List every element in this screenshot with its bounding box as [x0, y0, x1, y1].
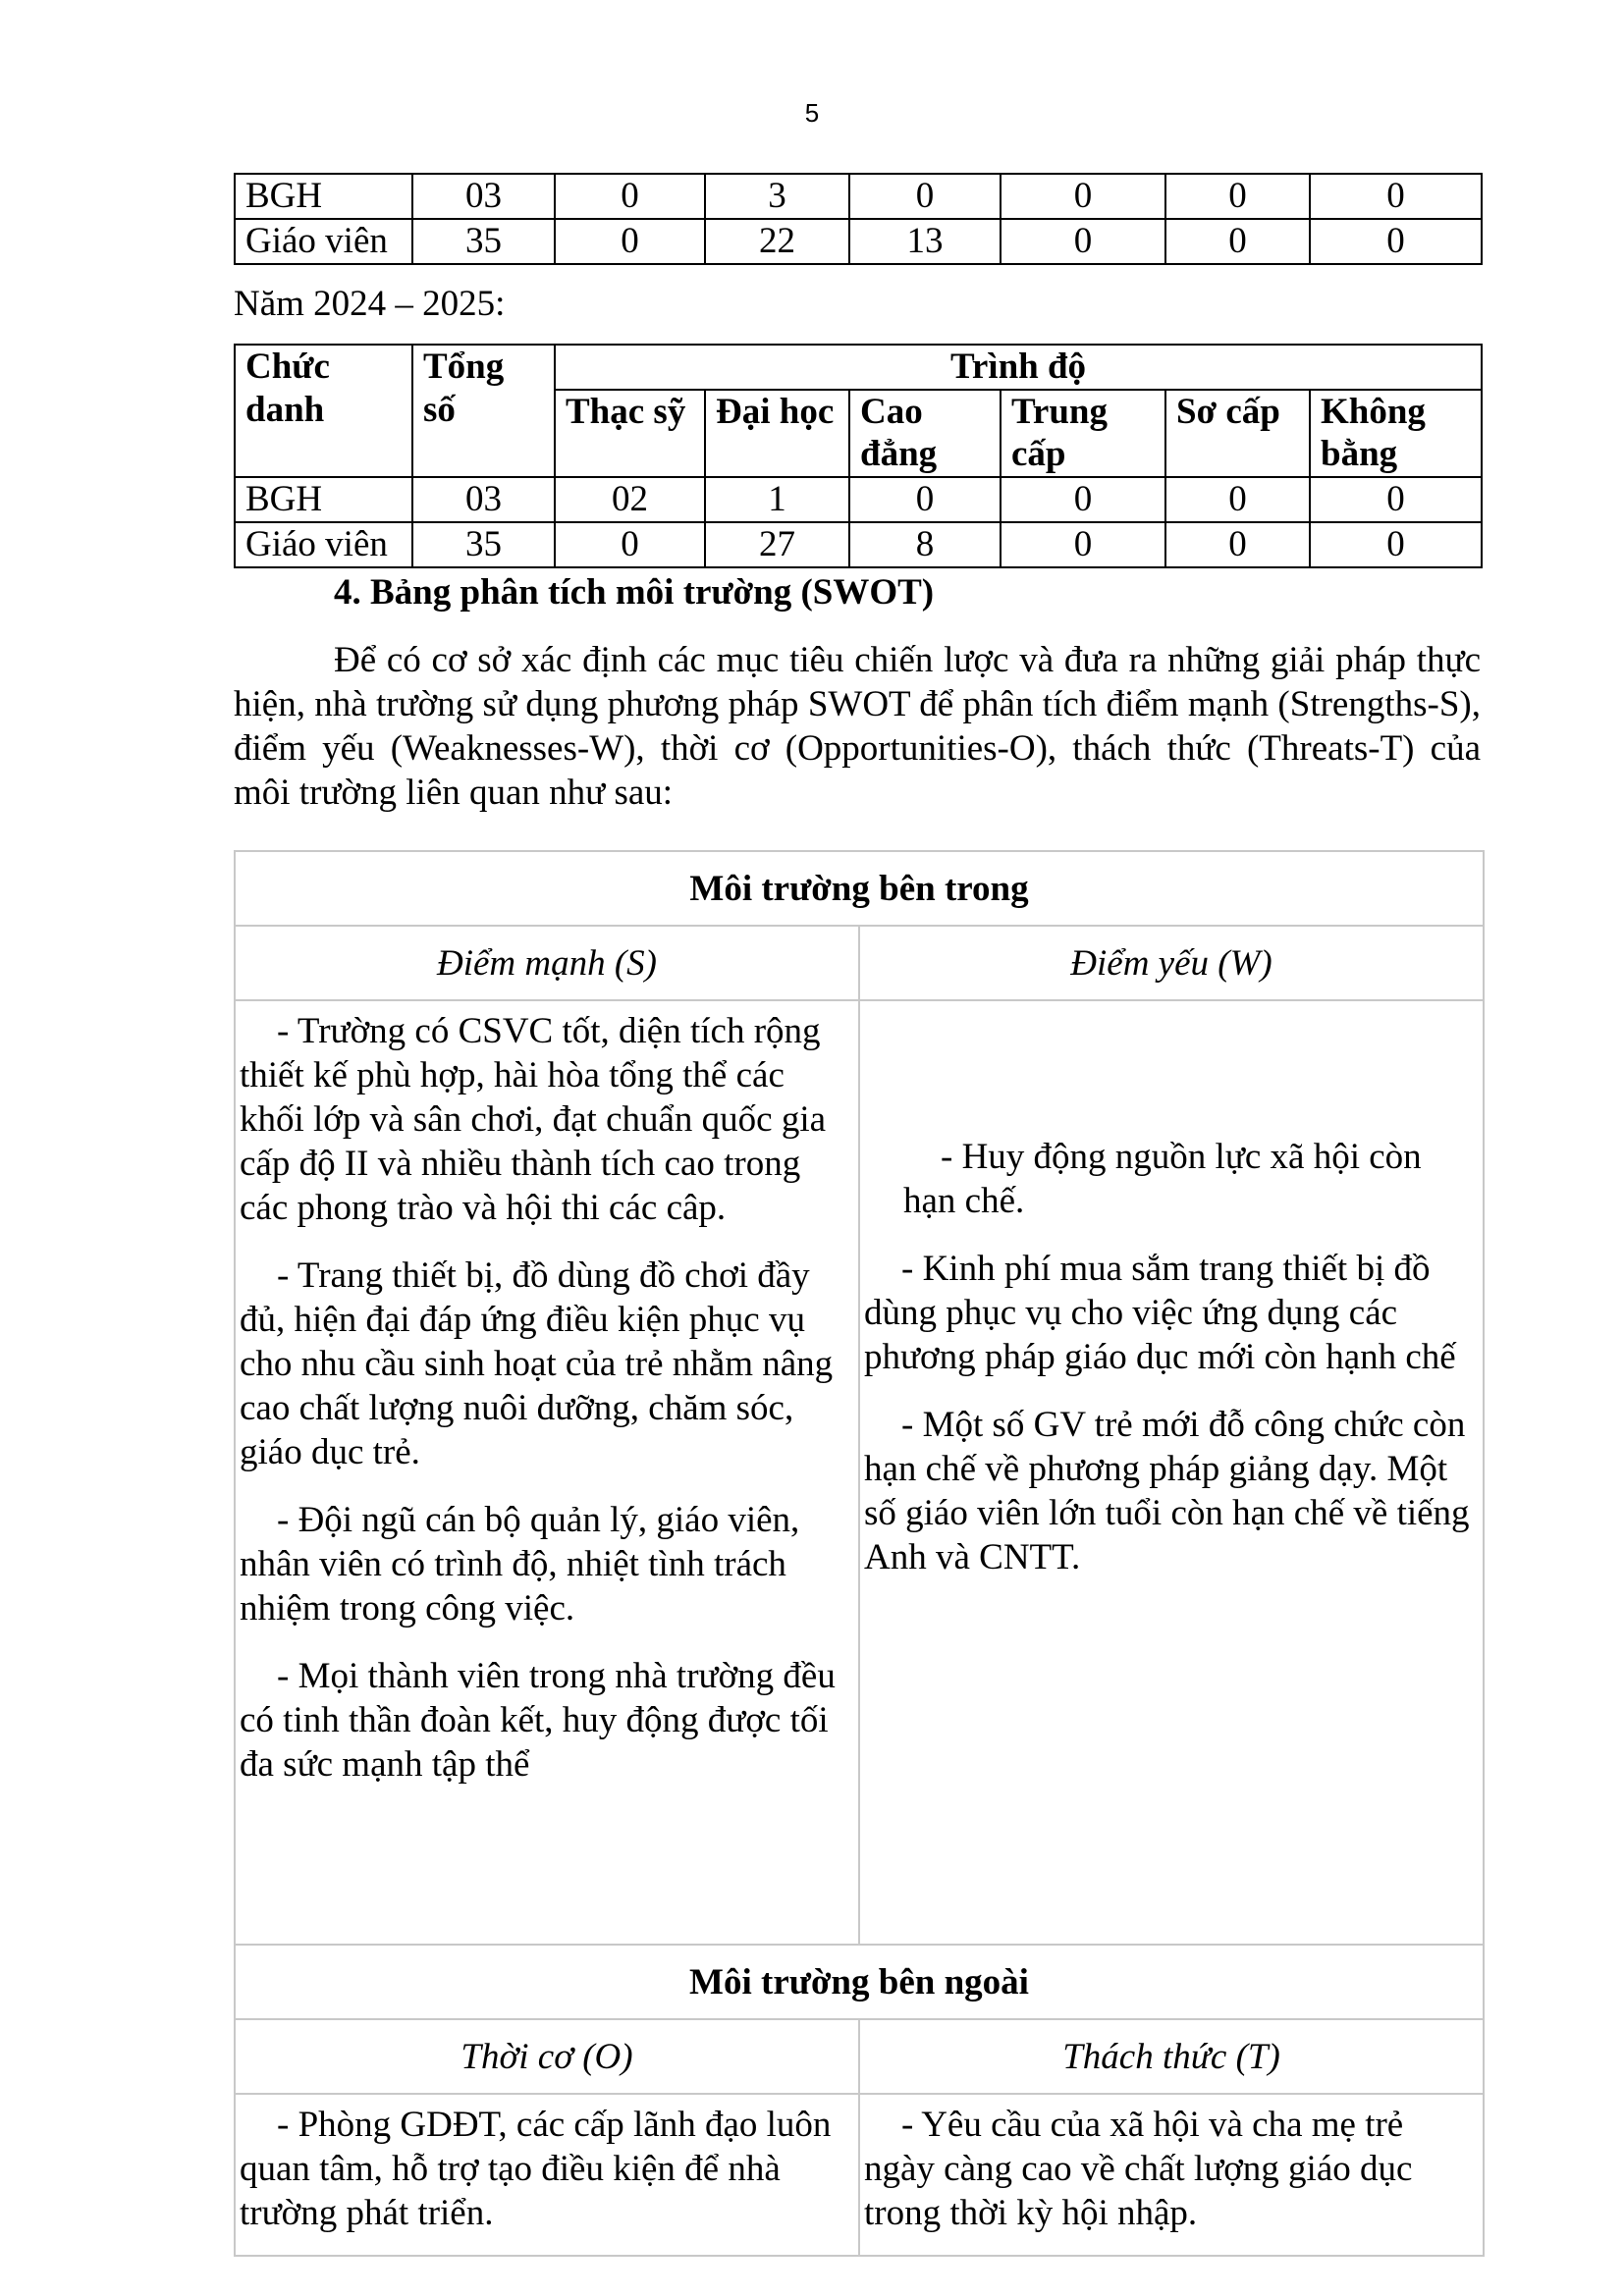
table-cell: BGH — [235, 477, 412, 522]
table-cell: 0 — [1165, 174, 1310, 219]
weaknesses-cell — [859, 1000, 1484, 1945]
year-label: Năm 2024 – 2025: — [234, 284, 506, 324]
list-item: - Phòng GDĐT, các cấp lãnh đạo luôn quan tâm, hỗ trợ tạo điều kiện để nhà trường phát triển. — [240, 2105, 832, 2233]
table-cell: 0 — [1310, 219, 1482, 264]
list-item: - Một số GV trẻ mới đỗ công chức còn hạn chế về phương pháp giảng dạy. Một số giáo viên lớn tuổi còn hạn chế về tiếng Anh và CNTT. — [864, 1405, 1470, 1577]
table-cell: 3 — [705, 174, 849, 219]
list-item: - Yêu cầu của xã hội và cha mẹ trẻ ngày càng cao về chất lượng giáo dục trong thời kỳ hội nhập. — [864, 2105, 1413, 2233]
page-number: 5 — [804, 98, 820, 128]
table-cell: 0 — [1165, 522, 1310, 567]
table-cell: 27 — [705, 522, 849, 567]
section-heading: 4. Bảng phân tích môi trường (SWOT) — [334, 572, 935, 613]
header-chuc-danh: Chức danh — [235, 345, 412, 477]
staff-table-previous-year — [234, 173, 1483, 265]
table-cell: Giáo viên — [235, 219, 412, 264]
table-cell: 0 — [849, 174, 1001, 219]
table-row — [235, 477, 1482, 522]
table-cell: 0 — [1310, 477, 1482, 522]
list-item: - Trang thiết bị, đồ dùng đồ chơi đầy đủ, hiện đại đáp ứng điều kiện phục vụ cho nhu cầu sinh hoạt của trẻ nhằm nâng cao chất lượng nuôi dưỡng, chăm sóc, giáo dục trẻ. — [240, 1255, 834, 1472]
table-cell: 0 — [1001, 219, 1165, 264]
subheader-cao-dang: Cao đẳng — [849, 390, 1001, 477]
table-cell: 0 — [849, 477, 1001, 522]
strengths-cell — [235, 1000, 859, 1945]
strengths-title: Điểm mạnh (S) — [235, 926, 859, 1000]
external-environment-title: Môi trường bên ngoài — [235, 1945, 1484, 2019]
threats-cell — [859, 2094, 1484, 2256]
table-cell: 02 — [555, 477, 705, 522]
header-tong-so: Tổng số — [412, 345, 555, 477]
header-trinh-do: Trình độ — [555, 345, 1482, 390]
table-cell: 0 — [1310, 522, 1482, 567]
table-cell: 0 — [1001, 522, 1165, 567]
list-item: - Đội ngũ cán bộ quản lý, giáo viên, nhân viên có trình độ, nhiệt tình trách nhiệm trong công việc. — [240, 1500, 800, 1629]
table-row — [235, 219, 1482, 264]
subheader-thac-sy: Thạc sỹ — [555, 390, 705, 477]
table-row — [235, 174, 1482, 219]
table-cell: 35 — [412, 522, 555, 567]
subheader-trung-cap: Trung cấp — [1001, 390, 1165, 477]
opportunities-title: Thời cơ (O) — [235, 2019, 859, 2094]
table-header-row — [235, 345, 1482, 390]
table-cell: 0 — [1165, 219, 1310, 264]
table-cell: 0 — [1310, 174, 1482, 219]
table-cell: 03 — [412, 174, 555, 219]
table-cell: BGH — [235, 174, 412, 219]
table-cell: 0 — [1001, 174, 1165, 219]
opportunities-cell — [235, 2094, 859, 2256]
table-cell: 22 — [705, 219, 849, 264]
table-cell: 0 — [1001, 477, 1165, 522]
table-cell: 0 — [555, 174, 705, 219]
table-cell: 13 — [849, 219, 1001, 264]
staff-table-2024-2025 — [234, 344, 1483, 568]
list-item: - Mọi thành viên trong nhà trường đều có tinh thần đoàn kết, huy động được tối đa sức mạnh tập thể — [240, 1656, 836, 1785]
table-cell: 0 — [555, 219, 705, 264]
threats-title: Thách thức (T) — [859, 2019, 1484, 2094]
table-cell: Giáo viên — [235, 522, 412, 567]
list-item: - Huy động nguồn lực xã hội còn hạn chế. — [903, 1137, 1422, 1221]
table-cell: 1 — [705, 477, 849, 522]
table-cell: 8 — [849, 522, 1001, 567]
table-cell: 03 — [412, 477, 555, 522]
subheader-so-cap: Sơ cấp — [1165, 390, 1310, 477]
intro-paragraph: Để có cơ sở xác định các mục tiêu chiến lược và đưa ra những giải pháp thực hiện, nhà trường sử dụng phương pháp SWOT để phân tích điểm mạnh (Strengths-S), điểm yếu (Weaknesses-W), thời cơ (Opportunities-O), thách thức (Threats-T) của môi trường liên quan như sau: — [234, 640, 1481, 813]
swot-table — [234, 850, 1485, 2257]
list-item: - Kinh phí mua sắm trang thiết bị đồ dùng phục vụ cho việc ứng dụng các phương pháp giáo dục mới còn hạnh chế — [864, 1249, 1456, 1377]
internal-environment-title: Môi trường bên trong — [235, 851, 1484, 926]
weaknesses-title: Điểm yếu (W) — [859, 926, 1484, 1000]
list-item: - Trường có CSVC tốt, diện tích rộng thiết kế phù hợp, hài hòa tổng thể các khối lớp và sân chơi, đạt chuẩn quốc gia cấp độ II và nhiều thành tích cao trong các phong trào và hội thi các câp. — [240, 1011, 827, 1228]
table-cell: 0 — [555, 522, 705, 567]
table-cell: 35 — [412, 219, 555, 264]
subheader-dai-hoc: Đại học — [705, 390, 849, 477]
table-cell: 0 — [1165, 477, 1310, 522]
table-row — [235, 522, 1482, 567]
subheader-khong-bang: Không bằng — [1310, 390, 1482, 477]
